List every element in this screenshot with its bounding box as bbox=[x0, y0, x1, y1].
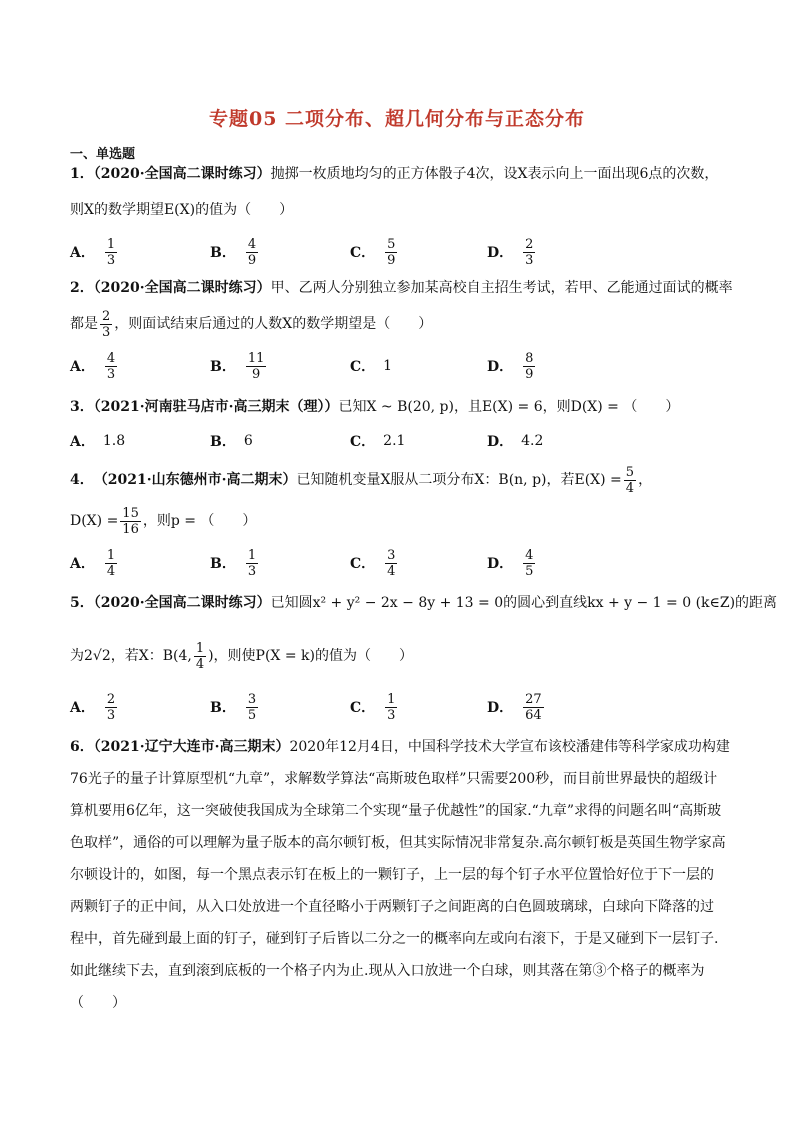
fraction: $\frac{1}{3}$ bbox=[106, 236, 116, 268]
question-4-options bbox=[70, 543, 730, 583]
paragraph-line: 76光子的量子计算原型机“九章”，求解数学算法“高斯玻色取样”只需要200秒，而目前世界最快的超级计 bbox=[70, 771, 718, 787]
question-number: 1． bbox=[70, 166, 94, 182]
question-4: 4． （2021·山东德州市·高二期末） 已知随机变量X服从二项分布X：B(n, p)，若E(X) = $\frac{5}{4}$ ， bbox=[70, 464, 653, 496]
option-c[interactable]: C． $\frac{3}{4}$ bbox=[350, 547, 396, 579]
question-source: （2021·山东德州市·高二期末） bbox=[93, 472, 297, 488]
fraction: $\frac{4}{9}$ bbox=[247, 236, 257, 268]
option-c[interactable]: C． 1 bbox=[350, 358, 393, 375]
question-number: 6． bbox=[70, 739, 94, 755]
option-b[interactable]: B． $\frac{11}{9}$ bbox=[210, 350, 265, 382]
option-d[interactable]: D． $\frac{2}{3}$ bbox=[487, 236, 534, 268]
fraction: $\frac{11}{9}$ bbox=[247, 350, 265, 382]
question-4-line-2: D(X) = $\frac{15}{16}$ ，则p = （ ） bbox=[70, 505, 257, 537]
fraction: $\frac{3}{5}$ bbox=[247, 691, 257, 723]
option-a[interactable]: A． $\frac{1}{3}$ bbox=[70, 236, 116, 268]
question-source: （2021·河南驻马店市·高三期末（理）） bbox=[93, 399, 339, 415]
option-b[interactable]: B． $\frac{4}{9}$ bbox=[210, 236, 257, 268]
question-source: （2020·全国高二课时练习） bbox=[93, 166, 271, 182]
question-source: （2020·全国高二课时练习） bbox=[93, 280, 271, 296]
fraction: $\frac{8}{9}$ bbox=[525, 350, 534, 382]
option-b[interactable]: B． 6 bbox=[210, 433, 253, 450]
option-d[interactable]: D． $\frac{8}{9}$ bbox=[487, 350, 534, 382]
option-d[interactable]: D． 4.2 bbox=[487, 433, 544, 450]
option-c[interactable]: C． $\frac{5}{9}$ bbox=[350, 236, 396, 268]
fraction: $\frac{5}{9}$ bbox=[387, 236, 396, 268]
fraction: $\frac{1}{4}$ bbox=[195, 640, 205, 672]
paragraph-line: 色取样”，通俗的可以理解为量子版本的高尔顿钉板，但其实际情况非常复杂.高尔顿钉板是英国生物学家高 bbox=[70, 835, 726, 851]
fraction: $\frac{2}{3}$ bbox=[102, 308, 111, 340]
question-text: 已知X ~ B(20, p)，且E(X) = 6，则D(X) = （ ） bbox=[338, 399, 680, 415]
option-d[interactable]: D． $\frac{4}{5}$ bbox=[487, 547, 534, 579]
question-3 bbox=[70, 396, 730, 418]
fraction: $\frac{4}{5}$ bbox=[525, 547, 534, 579]
question-6 bbox=[70, 736, 730, 758]
page-title: 专题05 二项分布、超几何分布与正态分布 bbox=[208, 108, 586, 130]
paragraph-line: 如此继续下去，直到滚到底板的一个格子内为止.现从入口放进一个白球，则其落在第③个格子的概率为 bbox=[70, 963, 705, 979]
paragraph-line: 两颗钉子的正中间，从入口处放进一个直径略小于两颗钉子之间距离的白色圆玻璃球，白球向下降落的过 bbox=[70, 899, 714, 915]
option-c[interactable]: C． 2.1 bbox=[350, 433, 406, 450]
fraction: $\frac{4}{3}$ bbox=[106, 350, 116, 382]
option-a[interactable]: A． $\frac{2}{3}$ bbox=[70, 691, 116, 723]
question-text: 则X的数学期望E(X)的值为（ ） bbox=[70, 202, 294, 218]
question-3-options bbox=[70, 423, 730, 459]
fraction: $\frac{15}{16}$ bbox=[122, 505, 139, 537]
section-heading: 一、单选题 bbox=[70, 147, 136, 162]
fraction: $\frac{27}{64}$ bbox=[525, 691, 542, 723]
question-6-body bbox=[70, 763, 730, 1019]
question-2-options bbox=[70, 346, 730, 386]
question-1-line-2 bbox=[70, 199, 730, 221]
option-b[interactable]: B． $\frac{3}{5}$ bbox=[210, 691, 257, 723]
question-text: 已知圆x² + y² − 2x − 8y + 13 = 0的圆心到直线kx + y − 1 = 0 (k∈Z)的距离 bbox=[270, 595, 778, 611]
fraction: $\frac{1}{4}$ bbox=[106, 547, 116, 579]
question-2-line-2: 都是 $\frac{2}{3}$ ，则面试结束后通过的人数X的数学期望是（ ） bbox=[70, 308, 433, 340]
question-source: （2020·全国高二课时练习） bbox=[93, 595, 271, 611]
question-5-line-2: 为2√2，若X：B(4, $\frac{1}{4}$ )，则使P(X = k)的值为（ ） bbox=[70, 640, 413, 672]
question-1-options bbox=[70, 232, 730, 272]
question-source: （2021·辽宁大连市·高三期末） bbox=[93, 739, 290, 755]
fraction: $\frac{2}{3}$ bbox=[106, 691, 116, 723]
question-number: 3． bbox=[70, 399, 94, 415]
paragraph-line: （ ） bbox=[70, 995, 126, 1011]
fraction: $\frac{1}{3}$ bbox=[247, 547, 257, 579]
option-a[interactable]: A． $\frac{4}{3}$ bbox=[70, 350, 116, 382]
question-text: 抛掷一枚质地均匀的正方体骰子4次，设X表示向上一面出现6点的次数， bbox=[270, 166, 719, 182]
fraction: $\frac{1}{3}$ bbox=[387, 691, 396, 723]
question-1 bbox=[70, 163, 730, 185]
paragraph-line: 程中，首先碰到最上面的钉子，碰到钉子后皆以二分之一的概率向左或向右滚下，于是又碰到下一层钉子. bbox=[70, 931, 719, 947]
option-d[interactable]: D． $\frac{27}{64}$ bbox=[487, 691, 542, 723]
question-text: 甲、乙两人分别独立参加某高校自主招生考试，若甲、乙能通过面试的概率 bbox=[270, 280, 733, 296]
option-b[interactable]: B． $\frac{1}{3}$ bbox=[210, 547, 257, 579]
question-number: 4． bbox=[70, 472, 94, 488]
question-5-options bbox=[70, 687, 730, 727]
question-5 bbox=[70, 592, 778, 614]
fraction: $\frac{2}{3}$ bbox=[525, 236, 534, 268]
option-a[interactable]: A． $\frac{1}{4}$ bbox=[70, 547, 116, 579]
option-a[interactable]: A． 1.8 bbox=[70, 433, 126, 450]
question-2 bbox=[70, 277, 733, 299]
paragraph-line: 尔顿设计的，如图，每一个黑点表示钉在板上的一颗钉子，上一层的每个钉子水平位置恰好位于下一层的 bbox=[70, 867, 714, 883]
fraction: $\frac{5}{4}$ bbox=[625, 464, 635, 496]
fraction: $\frac{3}{4}$ bbox=[387, 547, 396, 579]
question-number: 2． bbox=[70, 280, 94, 296]
option-c[interactable]: C． $\frac{1}{3}$ bbox=[350, 691, 396, 723]
paragraph-line: 算机要用6亿年，这一突破使我国成为全球第二个实现“量子优越性”的国家.“九章”求得的问题名叫“高斯玻 bbox=[70, 803, 722, 819]
question-text: 2020年12月4日，中国科学技术大学宣布该校潘建伟等科学家成功构建 bbox=[289, 739, 730, 755]
question-number: 5． bbox=[70, 595, 94, 611]
